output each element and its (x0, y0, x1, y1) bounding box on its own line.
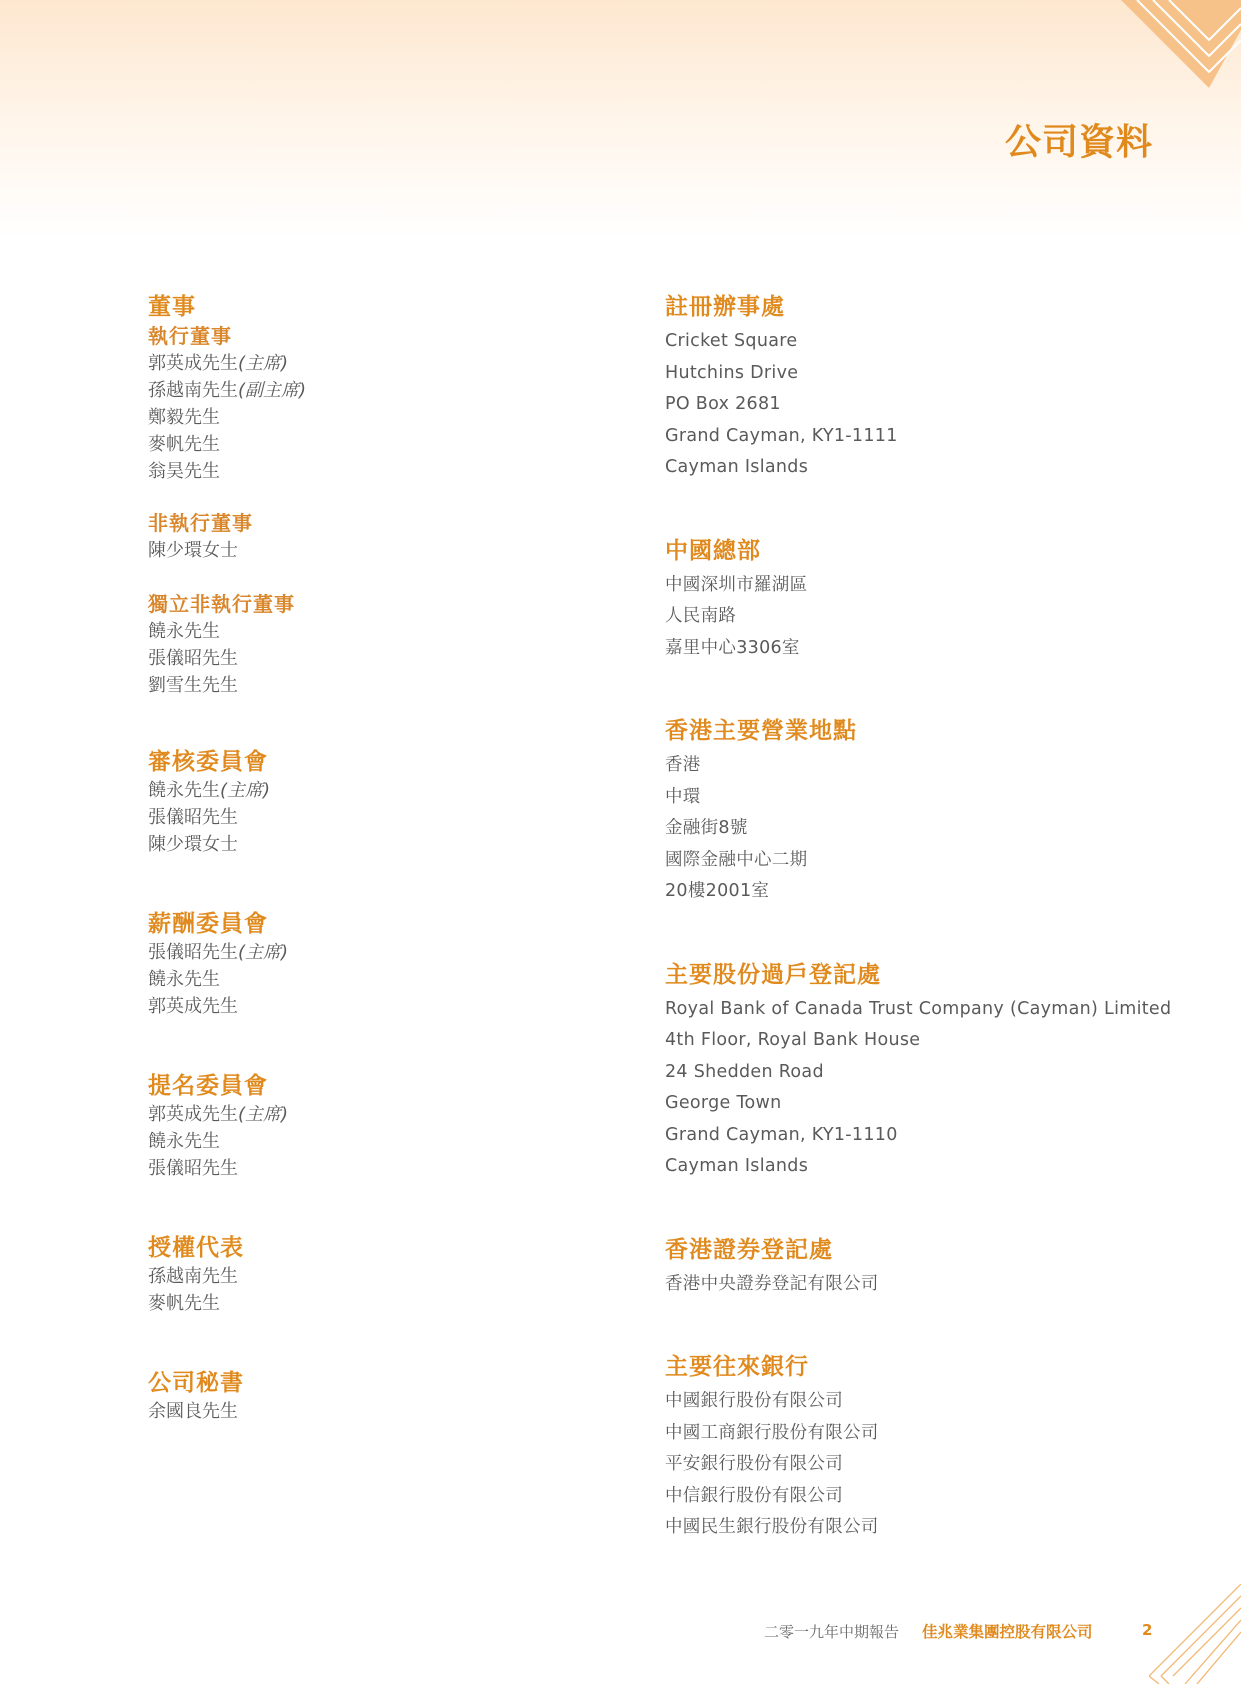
section-heading: 公司秘書 (148, 1370, 244, 1396)
member-line: 麥帆先生 (148, 1293, 220, 1314)
audit-committee-section (148, 747, 648, 858)
address-line: Cayman Islands (665, 457, 809, 477)
principal-banks-section (665, 1352, 1225, 1544)
member-line: 翁昊先生 (148, 461, 220, 482)
china-headquarters-section (665, 536, 1225, 665)
address-line: Grand Cayman, KY1-1110 (665, 1124, 898, 1145)
registered-office-section (665, 292, 1225, 484)
member-line: 郭英成先生 (148, 996, 238, 1017)
nomination-committee-section (148, 1071, 648, 1182)
left-column (148, 292, 648, 1425)
address-line: 中國深圳市羅湖區 (665, 574, 808, 595)
remuneration-committee-section (148, 909, 648, 1020)
address-line: 20樓2001室 (665, 881, 770, 901)
address-line: 金融街8號 (665, 818, 748, 838)
address-line: George Town (665, 1093, 782, 1113)
page-title: 公司資料 (1004, 122, 1153, 163)
member-line: 孫越南先生(副主席) (148, 380, 307, 401)
address-line: 嘉里中心3306室 (665, 637, 800, 658)
member-line: 麥帆先生 (148, 434, 220, 455)
authorised-representatives-section (148, 1233, 648, 1317)
address-line: Hutchins Drive (665, 362, 799, 383)
address-line: PO Box 2681 (665, 394, 781, 414)
address-line: Royal Bank of Canada Trust Company (Cayman) Limited (665, 998, 1172, 1019)
address-line: 香港 (665, 755, 701, 775)
address-line: 香港中央證券登記有限公司 (665, 1273, 879, 1294)
right-column (665, 292, 1225, 1544)
footer-report-name: 二零一九年中期報告 (764, 1623, 900, 1641)
page-number: 2 (1142, 1621, 1153, 1639)
section-heading: 薪酬委員會 (148, 911, 268, 937)
corner-line-decoration (1149, 1584, 1241, 1684)
hk-registrar-section (665, 1235, 1225, 1301)
member-line: 張儀昭先生 (148, 807, 238, 828)
bank-line: 中國銀行股份有限公司 (665, 1391, 843, 1411)
section-heading: 主要股份過戶登記處 (665, 961, 881, 988)
section-heading: 審核委員會 (148, 749, 268, 775)
address-line: Cricket Square (665, 331, 798, 351)
principal-registrar-section (665, 960, 1225, 1183)
bank-line: 中國民生銀行股份有限公司 (665, 1517, 879, 1537)
section-heading: 主要往來銀行 (665, 1354, 809, 1380)
footer-company-name: 佳兆業集團控股有限公司 (922, 1623, 1093, 1641)
address-line: 國際金融中心二期 (665, 849, 808, 870)
section-heading: 提名委員會 (148, 1073, 268, 1099)
section-heading: 授權代表 (148, 1235, 244, 1261)
member-line: 張儀昭先生 (148, 648, 238, 669)
section-heading: 中國總部 (665, 537, 761, 564)
member-line: 張儀昭先生(主席) (148, 942, 289, 963)
address-line: Grand Cayman, KY1-1111 (665, 425, 898, 446)
address-line: 4th Floor, Royal Bank House (665, 1030, 921, 1050)
member-line: 饒永先生 (148, 1131, 220, 1152)
member-line: 張儀昭先生 (148, 1158, 238, 1179)
member-line: 鄭毅先生 (148, 407, 220, 428)
address-line: 24 Shedden Road (665, 1061, 824, 1082)
member-line: 郭英成先生(主席) (148, 353, 289, 374)
address-line: Cayman Islands (665, 1156, 809, 1176)
subsection-heading: 獨立非執行董事 (148, 592, 295, 616)
member-line: 陳少環女士 (148, 540, 238, 561)
section-heading: 董事 (148, 294, 196, 320)
member-line: 陳少環女士 (148, 834, 238, 855)
section-heading: 香港證券登記處 (665, 1236, 833, 1263)
member-line: 饒永先生 (148, 621, 220, 642)
directors-section (148, 292, 648, 699)
bank-line: 中國工商銀行股份有限公司 (665, 1422, 879, 1443)
company-secretary-section (148, 1368, 648, 1425)
member-line: 饒永先生 (148, 969, 220, 990)
member-line: 孫越南先生 (148, 1266, 238, 1287)
corner-chevron-decoration (1101, 0, 1241, 92)
member-line: 余國良先生 (148, 1401, 238, 1422)
address-line: 中環 (665, 786, 701, 807)
address-line: 人民南路 (665, 606, 737, 626)
bank-line: 平安銀行股份有限公司 (665, 1454, 843, 1474)
bank-line: 中信銀行股份有限公司 (665, 1485, 843, 1506)
section-heading: 註冊辦事處 (665, 294, 785, 320)
section-heading: 香港主要營業地點 (665, 718, 857, 744)
subsection-heading: 非執行董事 (148, 511, 253, 535)
member-line: 劉雪生先生 (148, 675, 238, 696)
hk-office-section (665, 716, 1225, 908)
member-line: 郭英成先生(主席) (148, 1104, 289, 1125)
member-line: 饒永先生(主席) (148, 780, 271, 801)
subsection-heading: 執行董事 (148, 324, 232, 348)
